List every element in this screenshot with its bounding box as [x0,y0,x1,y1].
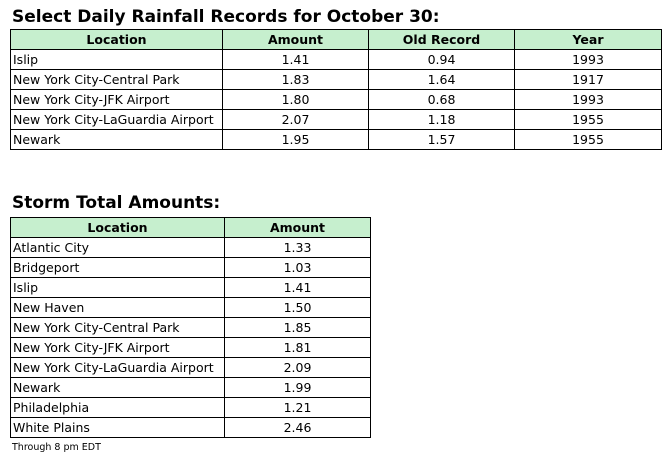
old-record-cell: 0.94 [369,50,515,70]
daily-records-table [10,29,662,150]
location-cell: New York City-Central Park [11,318,225,338]
records-title: Select Daily Rainfall Records for October 30: [12,7,440,27]
column-header: Location [11,218,225,238]
amount-cell: 1.81 [225,338,371,358]
table-row [11,378,371,398]
location-cell: New York City-LaGuardia Airport [11,110,223,130]
amount-cell: 1.03 [225,258,371,278]
table-row [11,418,371,438]
table-row [11,50,662,70]
amount-cell: 1.80 [223,90,369,110]
location-cell: New York City-Central Park [11,70,223,90]
amount-cell: 1.85 [225,318,371,338]
table-row [11,338,371,358]
location-cell: Islip [11,50,223,70]
table-row [11,70,662,90]
table-row [11,318,371,338]
table-row [11,278,371,298]
year-cell: 1993 [515,90,662,110]
year-cell: 1993 [515,50,662,70]
location-cell: New York City-JFK Airport [11,338,225,358]
amount-cell: 2.09 [225,358,371,378]
table-row [11,110,662,130]
column-header: Location [11,30,223,50]
location-cell: Islip [11,278,225,298]
location-cell: Atlantic City [11,238,225,258]
amount-cell: 1.83 [223,70,369,90]
table-row [11,398,371,418]
amount-cell: 1.21 [225,398,371,418]
header-row [11,218,371,238]
location-cell: New York City-LaGuardia Airport [11,358,225,378]
amount-cell: 1.41 [223,50,369,70]
amount-cell: 1.41 [225,278,371,298]
amount-cell: 1.95 [223,130,369,150]
amount-cell: 2.07 [223,110,369,130]
table-row [11,238,371,258]
amount-cell: 2.46 [225,418,371,438]
location-cell: Newark [11,130,223,150]
storm-totals-title: Storm Total Amounts: [12,193,221,213]
column-header: Year [515,30,662,50]
location-cell: New York City-JFK Airport [11,90,223,110]
column-header: Amount [225,218,371,238]
old-record-cell: 1.57 [369,130,515,150]
old-record-cell: 0.68 [369,90,515,110]
year-cell: 1917 [515,70,662,90]
header-row [11,30,662,50]
column-header: Amount [223,30,369,50]
table-row [11,90,662,110]
old-record-cell: 1.64 [369,70,515,90]
location-cell: White Plains [11,418,225,438]
amount-cell: 1.33 [225,238,371,258]
location-cell: Philadelphia [11,398,225,418]
table-row [11,358,371,378]
table-row [11,130,662,150]
old-record-cell: 1.18 [369,110,515,130]
year-cell: 1955 [515,110,662,130]
table-row [11,298,371,318]
footnote: Through 8 pm EDT [12,442,101,453]
location-cell: Newark [11,378,225,398]
amount-cell: 1.99 [225,378,371,398]
year-cell: 1955 [515,130,662,150]
location-cell: Bridgeport [11,258,225,278]
location-cell: New Haven [11,298,225,318]
table-row [11,258,371,278]
column-header: Old Record [369,30,515,50]
storm-totals-table [10,217,371,438]
amount-cell: 1.50 [225,298,371,318]
